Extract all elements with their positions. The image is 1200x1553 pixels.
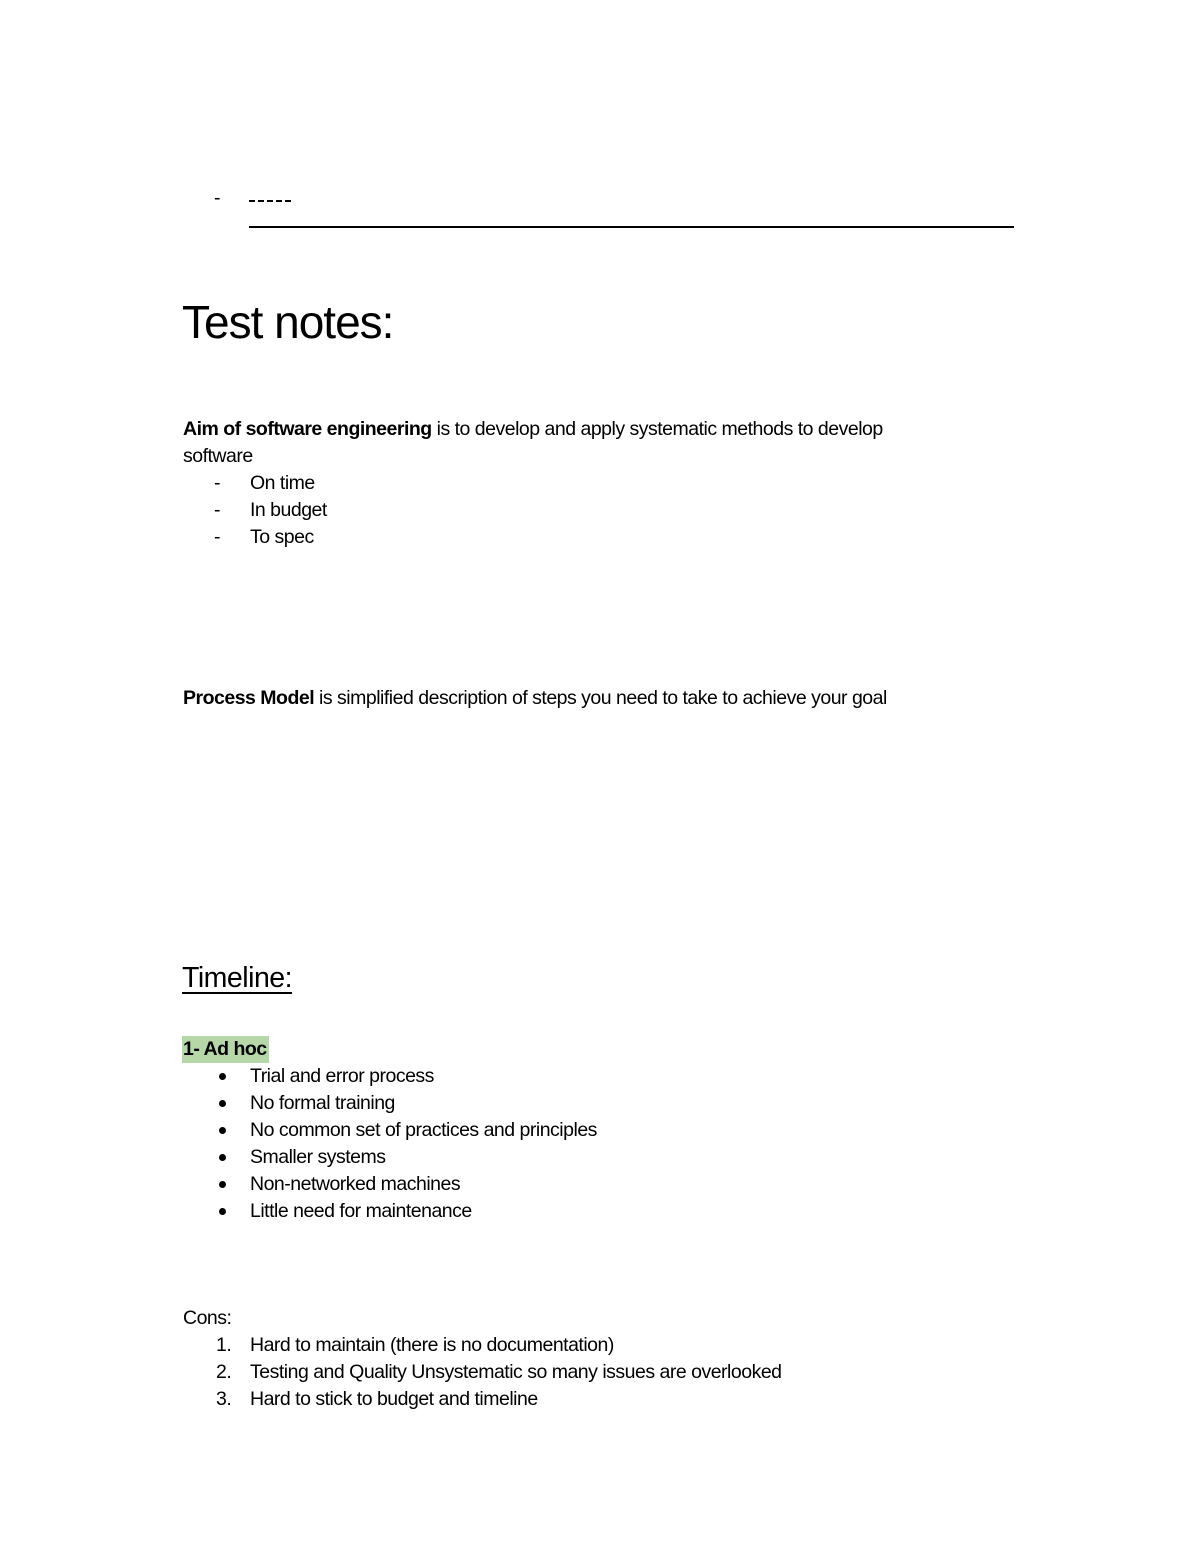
list-item-text: Hard to maintain (there is no documentation): [250, 1334, 614, 1356]
horizontal-rule: [249, 226, 1014, 228]
process-model-definition: is simplified description of steps you need to take to achieve your goal: [314, 687, 887, 709]
list-item-text: Non-networked machines: [250, 1173, 461, 1195]
bullet-icon: [219, 1073, 226, 1080]
number-marker: 1.: [216, 1334, 232, 1356]
aim-paragraph-line-2: software: [183, 445, 253, 467]
bullet-icon: [219, 1127, 226, 1134]
list-item-text: Testing and Quality Unsystematic so many issues are overlooked: [250, 1361, 782, 1383]
page-title: Test notes:: [182, 296, 394, 348]
number-marker: 2.: [216, 1361, 232, 1383]
dash-marker: -: [214, 526, 220, 548]
aim-definition: is to develop and apply systematic methods to develop: [431, 418, 883, 440]
adhoc-label: 1- Ad hoc: [182, 1036, 269, 1063]
process-model-paragraph: [183, 685, 1013, 712]
number-marker: 3.: [216, 1388, 232, 1410]
cons-label: Cons:: [183, 1307, 232, 1329]
top-list-dash: -: [214, 187, 221, 209]
list-item-text: Trial and error process: [250, 1065, 434, 1087]
bullet-icon: [219, 1154, 226, 1161]
list-item-text: On time: [250, 472, 315, 494]
process-model-term: Process Model: [183, 687, 315, 709]
aim-term: Aim of software engineering: [183, 418, 432, 440]
list-item-text: Hard to stick to budget and timeline: [250, 1388, 538, 1410]
timeline-heading: Timeline:: [182, 962, 293, 994]
dash-marker: -: [214, 499, 220, 521]
bullet-icon: [219, 1100, 226, 1107]
list-item-text: No common set of practices and principles: [250, 1119, 597, 1141]
dash-marker: -: [214, 472, 220, 494]
list-item-text: In budget: [250, 499, 327, 521]
bullet-icon: [219, 1181, 226, 1188]
list-item-text: Little need for maintenance: [250, 1200, 472, 1222]
aim-paragraph-line-1: [183, 416, 1013, 443]
top-dashed-rule: [249, 200, 291, 202]
bullet-icon: [219, 1208, 226, 1215]
list-item-text: Smaller systems: [250, 1146, 386, 1168]
list-item-text: No formal training: [250, 1092, 395, 1114]
list-item-text: To spec: [250, 526, 314, 548]
